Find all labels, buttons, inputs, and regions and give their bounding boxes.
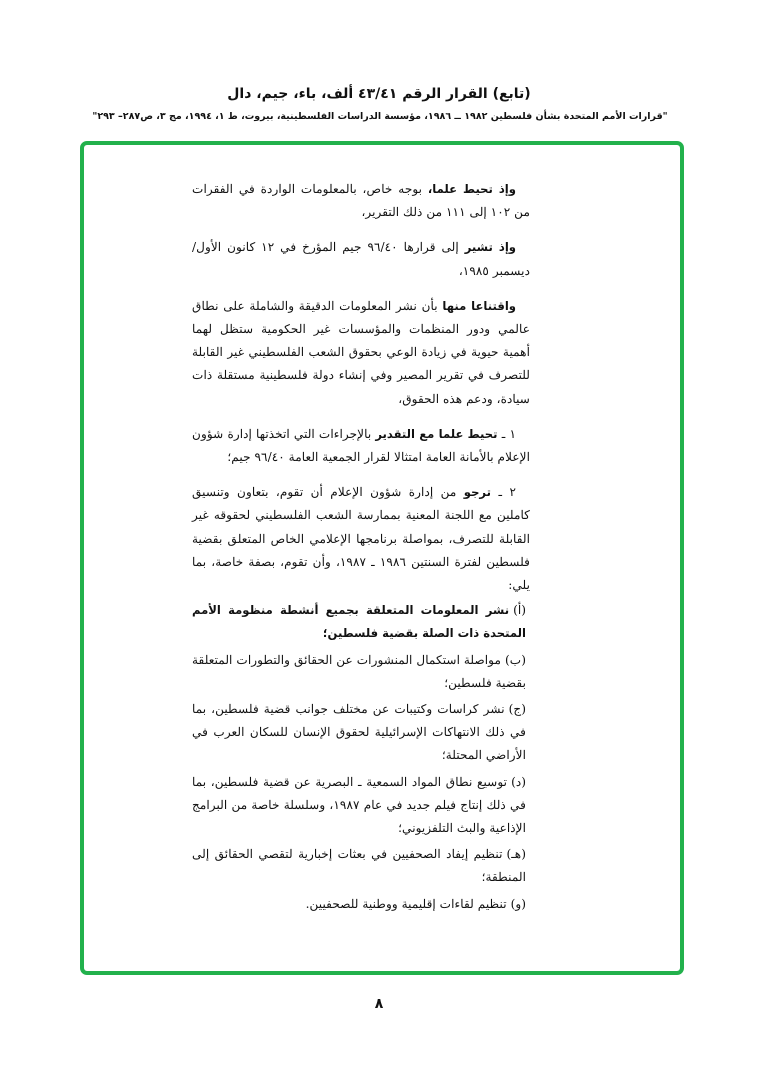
- paragraph-1-text: بوجه خاص، بالمعلومات الواردة في الفقرات من ١٠٢ إلى ١١١ من ذلك التقرير،: [192, 182, 530, 220]
- paragraph-4-lead: تحيط علما مع التقدير: [375, 426, 502, 441]
- paragraph-5-lead: ترجو: [463, 485, 499, 500]
- paragraph-1-lead: وإذ تحيط علما،: [427, 182, 516, 196]
- source-citation: "قرارات الأمم المتحدة بشأن فلسطين ١٩٨٢ ــ ١٩٨٦، مؤسسة الدراسات الفلسطينية، بيروت، ط ١، ١٩٩٤، مج ٣، ص٢٨٧– ٢٩٣": [92, 111, 668, 122]
- paragraph-4: [192, 423, 530, 469]
- page-number: ٨: [374, 996, 384, 1012]
- list-item-label: (د): [511, 774, 526, 789]
- paragraph-3-lead: واقتناعا منها: [442, 298, 516, 313]
- list-item-text: تنظيم لقاءات إقليمية ووطنية للصحفيين.: [305, 896, 507, 911]
- list-item-label: (ب): [505, 652, 526, 667]
- list-item-label: (هـ): [506, 847, 526, 862]
- paragraph-3: [192, 295, 530, 411]
- paragraph-5-number: ٢ ـ: [498, 485, 516, 500]
- list-item-label: (أ): [513, 603, 526, 618]
- list-item-label: (و): [510, 896, 526, 911]
- list-item-text: نشر المعلومات المتعلقة بجميع أنشطة منظومة الأمم المتحدة ذات الصلة بقضية فلسطين؛: [192, 603, 526, 641]
- list-item-text: نشر كراسات وكتيبات عن مختلف جوانب قضية فلسطين، بما في ذلك الانتهاكات الإسرائيلية لحقوق الإنسان للسكان العرب في الأراضي المحتلة؛: [192, 702, 526, 763]
- list-item: [192, 698, 530, 768]
- paragraph-4-number: ١ ـ: [501, 426, 516, 441]
- list-item-text: تنظيم إيفاد الصحفيين في بعثات إخبارية لتقصي الحقائق إلى المنطقة؛: [192, 847, 526, 885]
- list-item: [192, 771, 530, 841]
- paragraph-2-lead: وإذ تشير: [464, 240, 517, 255]
- list-item-label: (ج): [508, 702, 526, 717]
- list-item-text: توسيع نطاق المواد السمعية ـ البصرية عن قضية فلسطين، بما في ذلك إنتاج فيلم جديد في عام ١٩٨٧، وسلسلة خاصة من البرامج الإذاعية والبث التلفزيوني؛: [192, 774, 526, 836]
- paragraph-5: [192, 481, 530, 597]
- list-item: [192, 599, 530, 645]
- paragraph-1: [192, 178, 530, 224]
- document-body: [192, 178, 530, 919]
- page-title: (تابع) القرار الرقم ٤٣/٤١ ألف، باء، جيم، دال: [227, 86, 531, 102]
- list-item: [192, 893, 530, 916]
- paragraph-2: [192, 236, 530, 282]
- paragraph-2-text: إلى قرارها ٩٦/٤٠ جيم المؤرخ في ١٢ كانون الأول/ديسمبر ١٩٨٥،: [192, 240, 530, 278]
- paragraph-4-text: بالإجراءات التي اتخذتها إدارة شؤون الإعلام بالأمانة العامة امتثالا لقرار الجمعية العامة ٩٦/٤٠ جيم؛: [192, 426, 530, 465]
- paragraph-3-text: بأن نشر المعلومات الدقيقة والشاملة على نطاق عالمي ودور المنظمات والمؤسسات غير الحكومية ستظل لهما أهمية حيوية في زيادة الوعي بحقوق الشعب الفلسطيني غير القابلة للتصرف في تقرير المصير وفي إنشاء دولة فلسطينية مستقلة ذات سيادة، ودعم هذه الحقوق،: [192, 298, 530, 406]
- paragraph-5-text: من إدارة شؤون الإعلام أن تقوم، بتعاون وتنسيق كاملين مع اللجنة المعنية بممارسة الشعب الفلسطيني لحقوقه غير القابلة للتصرف، بمواصلة برنامجها الإعلامي الخاص المتعلق بقضية فلسطين لفترة السنتين ١٩٨٦ ـ ١٩٨٧، وأن تقوم، بصفة خاصة، بما يلي:: [192, 485, 530, 593]
- list-item: [192, 649, 530, 695]
- list-item-text: مواصلة استكمال المنشورات عن الحقائق والتطورات المتعلقة بقضية فلسطين؛: [192, 652, 526, 690]
- list-item: [192, 843, 530, 889]
